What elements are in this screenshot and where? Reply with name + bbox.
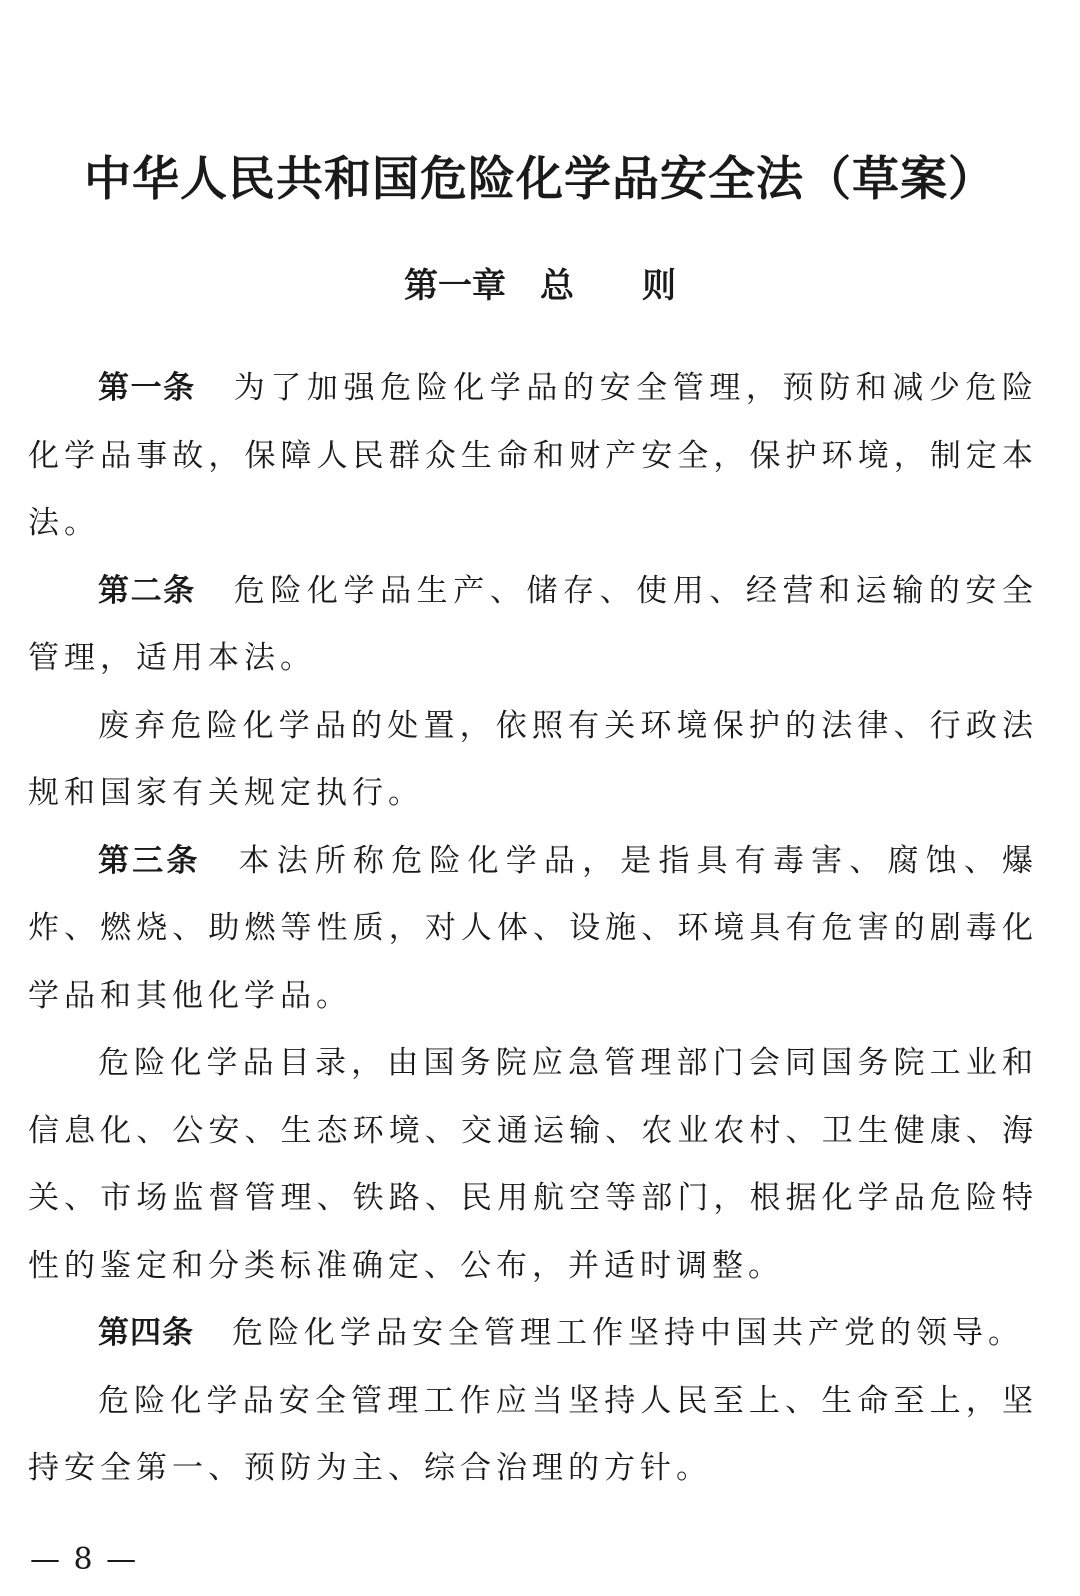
paragraph-text: 为了加强危险化学品的安全管理，预防和减少危险化学品事故，保障人民群众生命和财产安全，保护环境，制定本法。 — [28, 370, 1038, 541]
paragraph-article-2-clause-2 — [28, 693, 1038, 828]
paragraph-article-1 — [28, 355, 1038, 558]
article-number: 第三条 — [98, 842, 201, 879]
chapter-title — [0, 262, 1080, 310]
paragraph-text: 危险化学品目录，由国务院应急管理部门会同国务院工业和信息化、公安、生态环境、交通运输、农业农村、卫生健康、海关、市场监督管理、铁路、民用航空等部门，根据化学品危险特性的鉴定和分类标准确定、公布，并适时调整。 — [28, 1045, 1038, 1284]
paragraph-text: 本法所称危险化学品，是指具有毒害、腐蚀、爆炸、燃烧、助燃等性质，对人体、设施、环境具有危害的剧毒化学品和其他化学品。 — [28, 842, 1039, 1014]
page-number: — 8 — — [30, 1542, 139, 1577]
paragraph-text: 危险化学品生产、储存、使用、经营和运输的安全管理，适用本法。 — [28, 572, 1038, 676]
paragraph-article-2 — [28, 558, 1038, 693]
article-number: 第四条 — [98, 1315, 194, 1351]
chapter-number: 第一章 — [404, 266, 506, 306]
paragraph-text: 危险化学品安全管理工作应当坚持人民至上、生命至上，坚持安全第一、预防为主、综合治理的方针。 — [28, 1382, 1038, 1486]
document-body — [28, 355, 1038, 1503]
paragraph-text: 废弃危险化学品的处置，依照有关环境保护的法律、行政法规和国家有关规定执行。 — [28, 707, 1038, 811]
paragraph-text: 危险化学品安全管理工作坚持中国共产党的领导。 — [232, 1315, 1024, 1351]
article-number: 第二条 — [98, 572, 196, 609]
article-number: 第一条 — [98, 370, 196, 406]
chapter-name-part2: 则 — [642, 266, 676, 306]
paragraph-article-4 — [28, 1300, 1038, 1368]
paragraph-article-3 — [28, 828, 1038, 1031]
paragraph-article-4-clause-2 — [28, 1368, 1038, 1503]
chapter-name-part1: 总 — [540, 266, 574, 306]
paragraph-article-3-clause-2 — [28, 1030, 1038, 1300]
document-title: 中华人民共和国危险化学品安全法（草案） — [84, 152, 996, 207]
